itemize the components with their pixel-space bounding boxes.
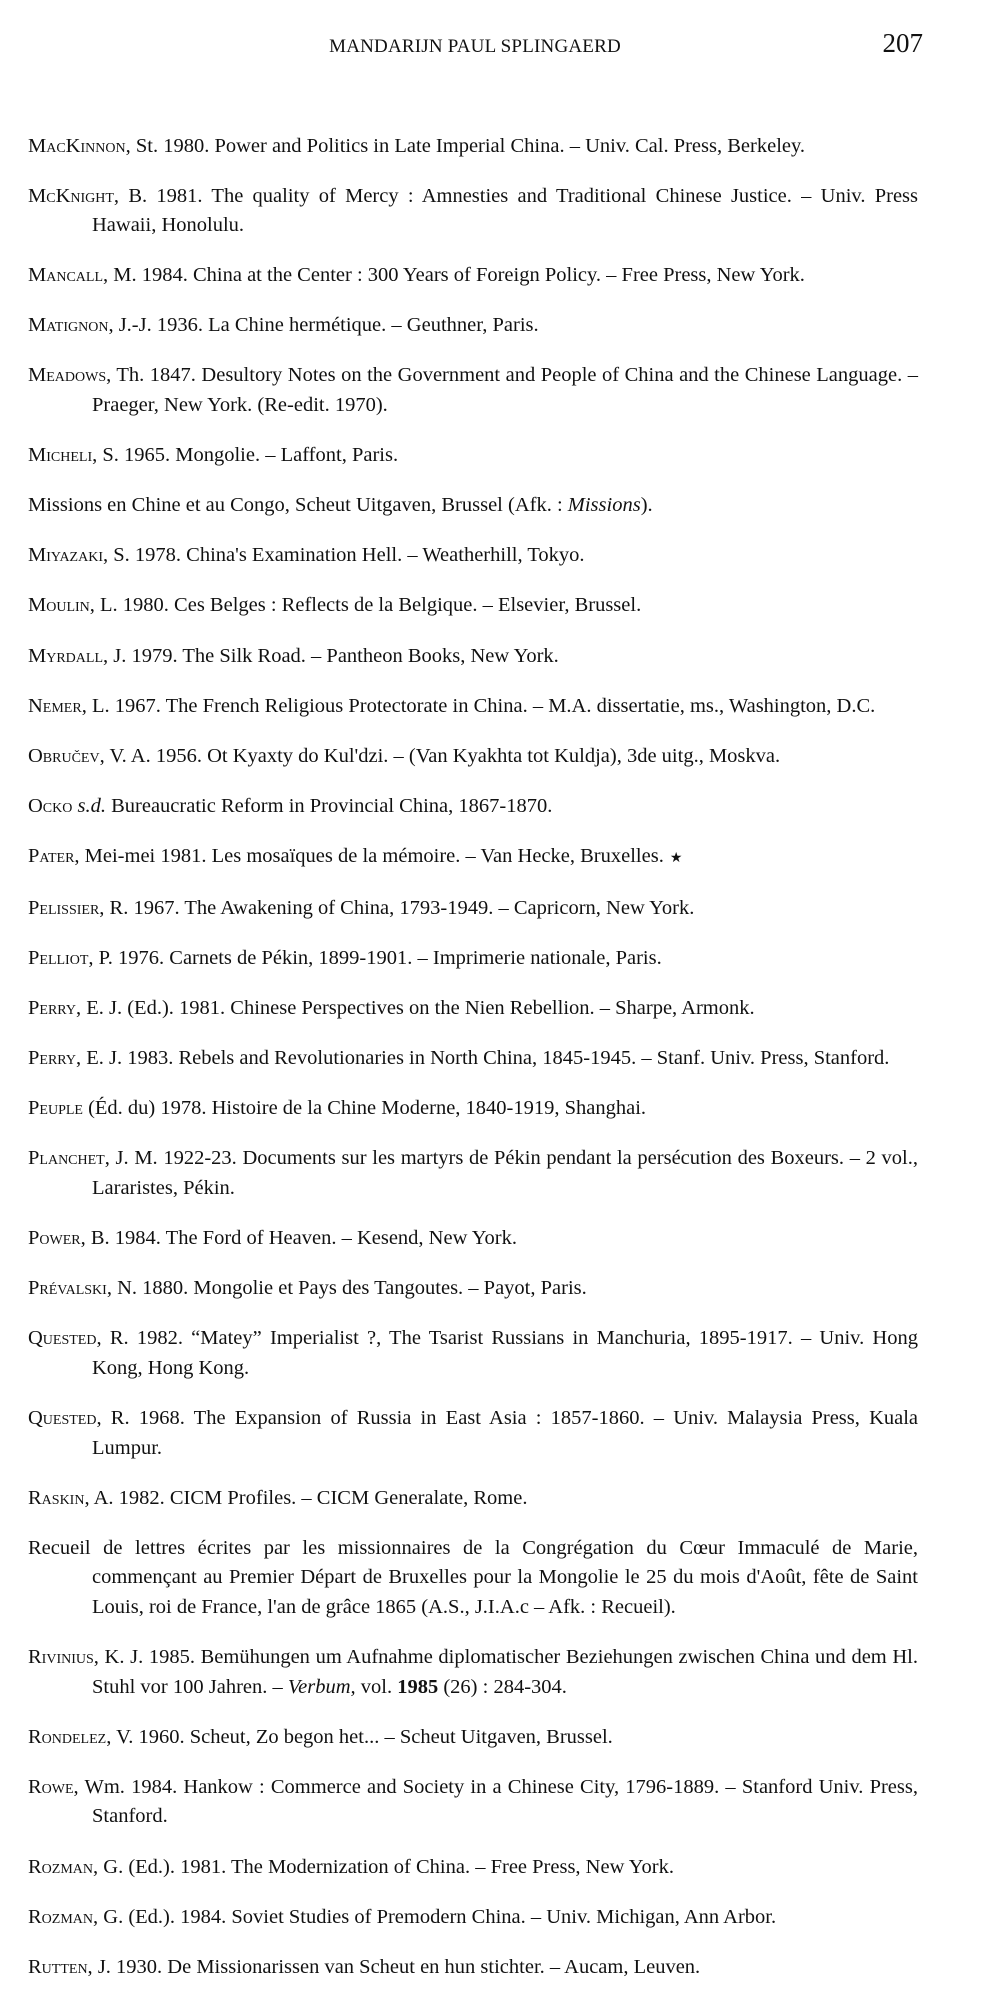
entry-author: McKnight, xyxy=(28,184,120,207)
bibliography-entry xyxy=(28,842,918,874)
entry-author: Perry, xyxy=(28,997,82,1020)
entry-author: Perry, xyxy=(28,1047,82,1070)
entry-text: J. M. 1922-23. Documents sur les martyrs de Pékin pendant la persécution des Boxeurs. – 2 vol., Lararistes, Pékin. xyxy=(92,1147,919,1200)
entry-text: St. 1980. Power and Politics in Late Imperial China. – Univ. Cal. Press, Berkeley. xyxy=(135,134,806,157)
entry-text: M. 1984. China at the Center : 300 Years of Foreign Policy. – Free Press, New York. xyxy=(113,264,805,287)
bibliography-entry xyxy=(28,1484,918,1514)
entry-text: R. 1982. “Matey” Imperialist ?, The Tsarist Russians in Manchuria, 1895-1917. – Univ. Hong Kong, Hong Kong. xyxy=(92,1327,918,1379)
entry-text: J.-J. 1936. La Chine hermétique. – Geuthner, Paris. xyxy=(118,314,539,337)
entry-text: B. 1981. The quality of Mercy : Amnesties and Traditional Chinese Justice. – Univ. Press Hawaii, Honolulu. xyxy=(92,184,918,237)
bibliography-entry xyxy=(28,591,918,621)
entry-author: Moulin, xyxy=(28,594,95,617)
page-number: 207 xyxy=(882,28,923,58)
entry-author: Rivinius, xyxy=(28,1646,99,1669)
entry-text: A. 1982. CICM Profiles. – CICM Generalate, Rome. xyxy=(93,1486,528,1509)
bibliography-entry xyxy=(28,261,918,291)
entry-italic: Missions xyxy=(567,494,641,517)
bibliography-entry xyxy=(28,1404,918,1463)
entry-author: Peuple xyxy=(28,1097,83,1120)
entry-text: B. 1984. The Ford of Heaven. – Kesend, New York. xyxy=(90,1227,517,1250)
entry-author: Meadows, xyxy=(28,364,112,387)
entry-author: MacKinnon, xyxy=(28,134,131,157)
entry-text: R. 1968. The Expansion of Russia in East Asia : 1857-1860. – Univ. Malaysia Press, Kuala Lumpur. xyxy=(92,1407,919,1459)
entry-author: Rutten, xyxy=(28,1955,93,1978)
entry-author: Pater, xyxy=(28,844,80,867)
entry-italic: s.d. xyxy=(77,794,106,817)
entry-italic: Verbum, xyxy=(287,1675,356,1698)
entry-author: Rondelez, xyxy=(28,1725,112,1748)
bibliography-entry xyxy=(28,1723,918,1753)
bibliography-entry xyxy=(28,182,918,241)
entry-author: Rozman, xyxy=(28,1905,99,1928)
entry-text: E. J. 1983. Rebels and Revolutionaries in North China, 1845-1945. – Stanf. Univ. Press, Stanford. xyxy=(86,1047,890,1070)
entry-author: Raskin, xyxy=(28,1486,90,1509)
bibliography-entry xyxy=(28,1274,918,1304)
bibliography-entry xyxy=(28,1044,918,1074)
entry-text: Recueil de lettres écrites par les missionnaires de la Congrégation du Cœur Immaculé de Marie, commençant au Premier Départ de Bruxelles pour la Mongolie le 25 du mois d'Août, fête de Saint Louis, roi de France, l'an de grâce 1865 (A.S., J.I.A.c – Afk. : Recueil). xyxy=(28,1536,918,1618)
entry-text: R. 1967. The Awakening of China, 1793-1949. – Capricorn, New York. xyxy=(109,897,695,919)
running-title: MANDARIJN PAUL SPLINGAERD xyxy=(329,36,621,57)
entry-text: K. J. 1985. Bemühungen um Aufnahme diplomatischer Beziehungen zwischen China und dem Hl. Stuhl vor 100 Jahren. – xyxy=(92,1646,918,1698)
entry-author: Micheli, xyxy=(28,444,98,467)
entry-text: N. 1880. Mongolie et Pays des Tangoutes. – Payot, Paris. xyxy=(117,1277,587,1300)
entry-text: Bureaucratic Reform in Provincial China, 1867-1870. xyxy=(105,794,553,817)
bibliography-entry xyxy=(28,441,918,471)
entry-author: Obručev, xyxy=(28,744,105,767)
entry-author: Prévalski, xyxy=(28,1277,112,1300)
entry-text: Th. 1847. Desultory Notes on the Government and People of China and the Chinese Language. – Praeger, New York. (Re-edit. 1970). xyxy=(92,364,918,417)
entry-text: V. A. 1956. Ot Kyaxty do Kul'dzi. – (Van Kyakhta tot Kuldja), 3de uitg., Moskva. xyxy=(109,744,781,767)
bibliography-entry xyxy=(28,1953,918,1983)
bibliography-entry xyxy=(28,1903,918,1933)
bibliography-entry xyxy=(28,1094,918,1124)
entry-text: Mei-mei 1981. Les mosaïques de la mémoire. – Van Hecke, Bruxelles. xyxy=(84,844,664,867)
entry-text: S. 1965. Mongolie. – Laffont, Paris. xyxy=(102,444,399,467)
entry-author: Pelliot, xyxy=(28,947,94,970)
entry-text: S. 1978. China's Examination Hell. – Weatherhill, Tokyo. xyxy=(113,544,585,567)
entry-tail: ). xyxy=(640,494,653,517)
entry-author: Miyazaki, xyxy=(28,544,109,567)
entry-author: Rowe, xyxy=(28,1775,79,1798)
page-header xyxy=(0,28,983,68)
entry-author: Myrdall, xyxy=(28,644,109,667)
entry-author: Quested, xyxy=(28,1407,102,1430)
entry-text: J. 1930. De Missionarissen van Scheut en hun stichter. – Aucam, Leuven. xyxy=(97,1955,701,1978)
bibliography-entry xyxy=(28,1534,918,1623)
bibliography-entry xyxy=(28,491,918,521)
entry-bold: 1985 xyxy=(397,1675,439,1698)
bibliography-entry xyxy=(28,692,918,722)
entry-text: J. 1979. The Silk Road. – Pantheon Books, New York. xyxy=(113,644,559,667)
bibliography-entry xyxy=(28,994,918,1024)
entry-text: E. J. (Ed.). 1981. Chinese Perspectives on the Nien Rebellion. – Sharpe, Armonk. xyxy=(86,997,755,1020)
bibliography-list xyxy=(28,111,918,2003)
entry-author: Power, xyxy=(28,1227,86,1250)
entry-text: L. 1967. The French Religious Protectorate in China. – M.A. dissertatie, ms., Washington, D.C. xyxy=(91,694,876,717)
entry-text: Missions en Chine et au Congo, Scheut Uitgaven, Brussel (Afk. : xyxy=(28,494,568,517)
entry-text: L. 1980. Ces Belges : Reflects de la Belgique. – Elsevier, Brussel. xyxy=(100,594,642,617)
bibliography-entry xyxy=(28,1224,918,1254)
entry-author: Quested, xyxy=(28,1327,102,1350)
bibliography-entry xyxy=(28,1144,918,1203)
entry-author: Mancall, xyxy=(28,264,109,287)
bibliography-entry xyxy=(28,1773,918,1832)
bibliography-entry xyxy=(28,742,918,772)
entry-text: G. (Ed.). 1981. The Modernization of China. – Free Press, New York. xyxy=(103,1855,674,1878)
entry-author: Ocko xyxy=(28,794,73,817)
entry-author: Rozman, xyxy=(28,1855,99,1878)
entry-text: G. (Ed.). 1984. Soviet Studies of Premodern China. – Univ. Michigan, Ann Arbor. xyxy=(103,1905,777,1928)
entry-author: Planchet, xyxy=(28,1147,110,1170)
star-icon: ★ xyxy=(669,850,683,866)
entry-author: Matignon, xyxy=(28,314,114,337)
bibliography-entry xyxy=(28,311,918,341)
bibliography-entry xyxy=(28,541,918,571)
entry-text: V. 1960. Scheut, Zo begon het... – Scheut Uitgaven, Brussel. xyxy=(116,1725,613,1748)
bibliography-entry xyxy=(28,642,918,672)
bibliography-entry xyxy=(28,1324,918,1383)
bibliography-entry xyxy=(28,944,918,974)
bibliography-entry xyxy=(28,1643,918,1702)
bibliography-entry xyxy=(28,792,918,822)
entry-mid: vol. xyxy=(355,1675,398,1698)
bibliography-entry xyxy=(28,361,918,420)
entry-tail: (26) : 284-304. xyxy=(438,1675,567,1698)
bibliography-entry xyxy=(28,1853,918,1883)
entry-text: Wm. 1984. Hankow : Commerce and Society in a Chinese City, 1796-1889. – Stanford Univ. Press, Stanford. xyxy=(84,1775,918,1828)
bibliography-entry xyxy=(28,894,918,924)
entry-text: (Éd. du) 1978. Histoire de la Chine Moderne, 1840-1919, Shanghai. xyxy=(88,1097,647,1120)
bibliography-entry xyxy=(28,132,918,162)
entry-text: P. 1976. Carnets de Pékin, 1899-1901. – Imprimerie nationale, Paris. xyxy=(98,947,662,970)
entry-author: Pelissier, xyxy=(28,897,105,919)
entry-author: Nemer, xyxy=(28,694,87,717)
